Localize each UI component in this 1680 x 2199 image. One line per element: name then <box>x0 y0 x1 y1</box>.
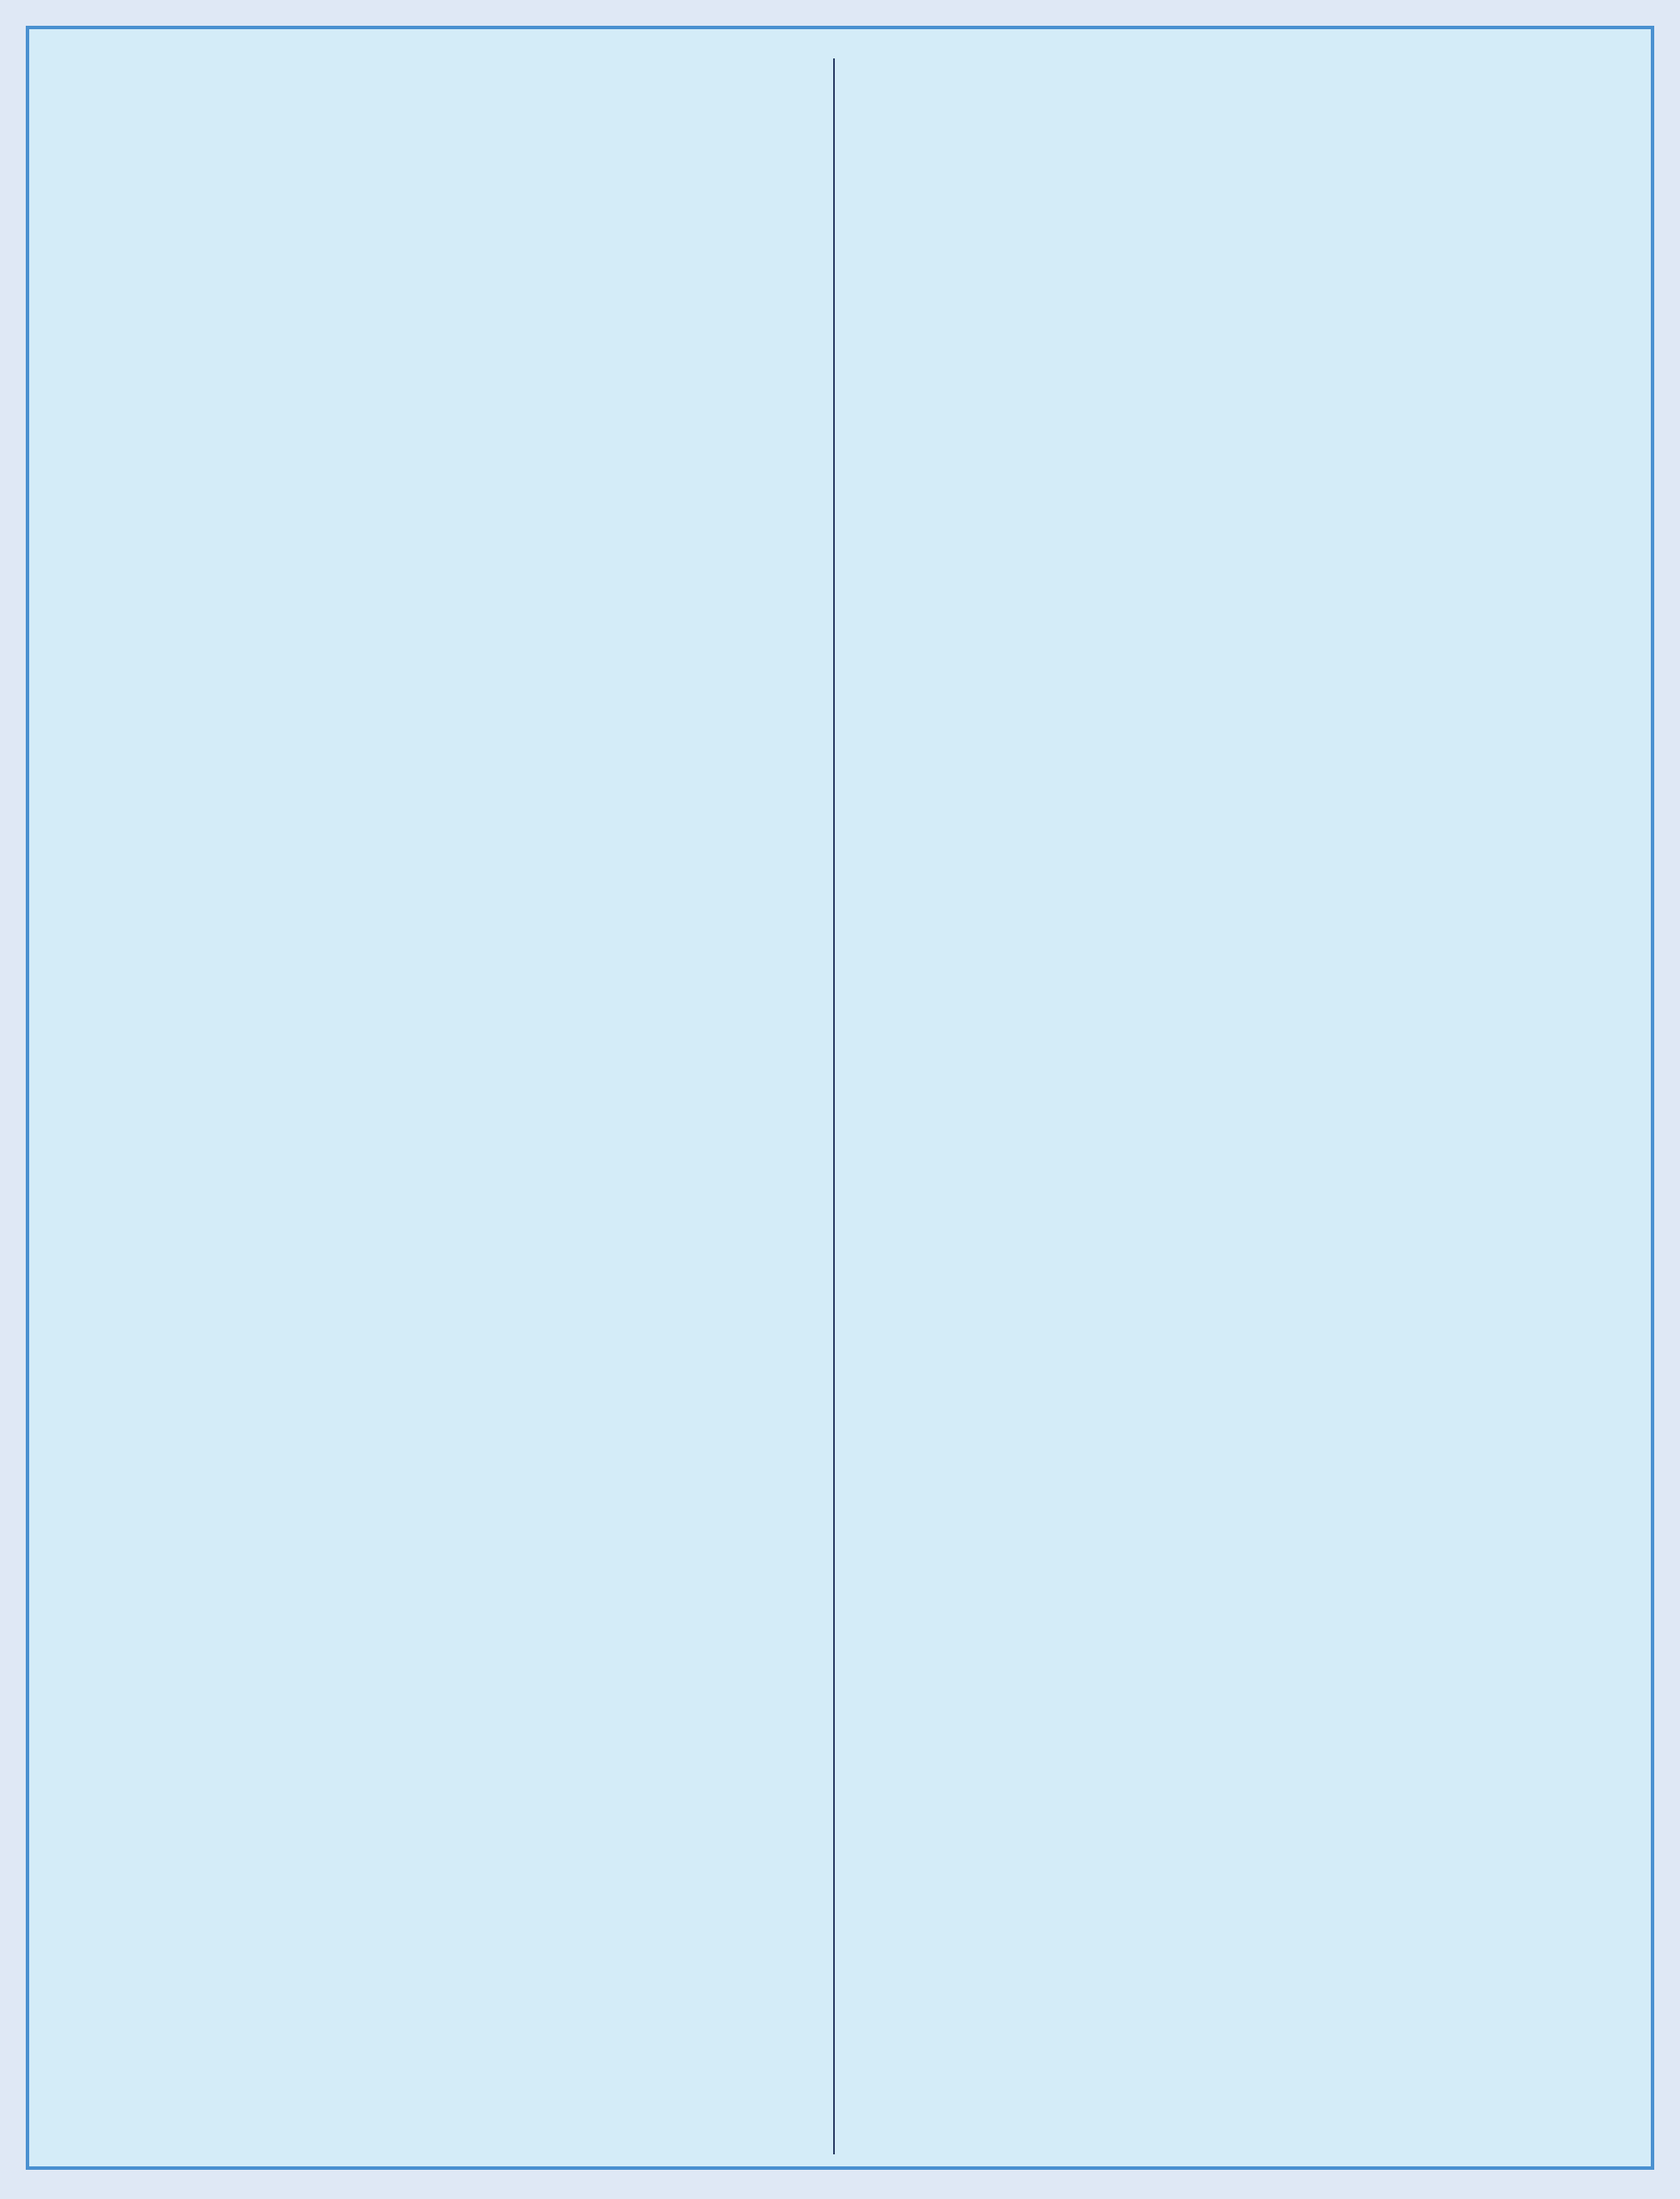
poster <box>26 26 1654 2170</box>
column-divider <box>833 58 835 2154</box>
